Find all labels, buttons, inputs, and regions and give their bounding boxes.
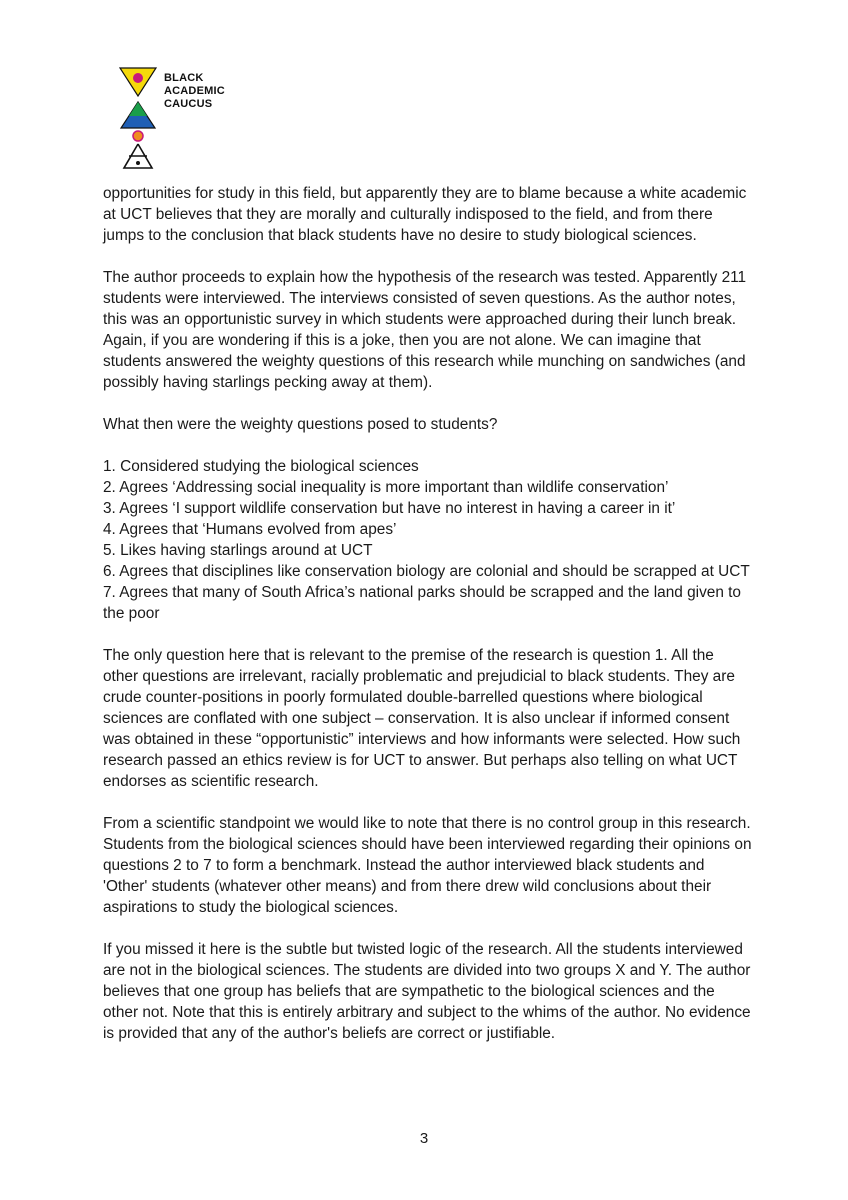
question-list bbox=[103, 456, 753, 624]
logo-line-academic: ACADEMIC bbox=[164, 85, 225, 97]
page-number: 3 bbox=[419, 1130, 429, 1147]
paragraph-4: The only question here that is relevant to the premise of the research is question 1. All the other questions are irrelevant, racially problematic and prejudicial to black students. They are crude counter-positions in poorly formulated double-barrelled questions where biological sciences are conflated with one subject – conservation. It is also unclear if informed consent was obtained in these “opportunistic” interviews and how informants were selected. How such research passed an ethics review is for UCT to answer. But perhaps also telling on what UCT endorses as scientific research. bbox=[103, 647, 741, 790]
paragraph-6: If you missed it here is the subtle but twisted logic of the research. All the students interviewed are not in the biological sciences. The students are divided into two groups X and Y. The author believes that one group has beliefs that are sympathetic to the biological sciences and the other not. Note that this is entirely arbitrary and subject to the whims of the author. No evidence is provided that any of the author's beliefs are correct or justifiable. bbox=[103, 941, 751, 1042]
list-item: 3. Agrees ‘I support wildlife conservation but have no interest in having a career in it’ bbox=[103, 500, 676, 517]
logo-line-black: BLACK bbox=[164, 72, 204, 84]
paragraph-2: The author proceeds to explain how the hypothesis of the research was tested. Apparently 211 students were interviewed. The interviews consisted of seven questions. As the author notes, this was an opportunistic survey in which students were approached during their lunch break. Again, if you are wondering if this is a joke, then you are not alone. We can imagine that students answered the weighty questions of this research while munching on sandwiches (and possibly having starlings pecking away at them). bbox=[103, 269, 747, 391]
list-item: 4. Agrees that ‘Humans evolved from apes’ bbox=[103, 521, 397, 538]
list-item: 5. Likes having starlings around at UCT bbox=[103, 542, 373, 559]
logo-mark-icon bbox=[118, 66, 162, 172]
list-item: 2. Agrees ‘Addressing social inequality is more important than wildlife conservation’ bbox=[103, 479, 669, 496]
paragraph-1: opportunities for study in this field, but apparently they are to blame because a white academic at UCT believes that they are morally and culturally indisposed to the field, and from there jumps to the conclusion that black students have no desire to study biological sciences. bbox=[103, 185, 747, 244]
list-item: 1. Considered studying the biological sciences bbox=[103, 458, 419, 475]
paragraph-5: From a scientific standpoint we would like to note that there is no control group in this research. Students from the biological sciences should have been interviewed regarding their opinions on questions 2 to 7 to form a benchmark. Instead the author interviewed black students and 'Other' students (whatever other means) and from there drew wild conclusions about their aspirations to study the biological sciences. bbox=[103, 815, 752, 916]
list-item: 7. Agrees that many of South Africa’s national parks should be scrapped and the land given to the poor bbox=[103, 584, 741, 622]
document-body bbox=[103, 183, 753, 1044]
black-academic-caucus-logo bbox=[118, 66, 278, 176]
logo-text bbox=[164, 72, 225, 111]
list-item: 6. Agrees that disciplines like conservation biology are colonial and should be scrapped at UCT bbox=[103, 563, 750, 580]
paragraph-3: What then were the weighty questions posed to students? bbox=[103, 416, 498, 433]
logo-line-caucus: CAUCUS bbox=[164, 98, 213, 110]
